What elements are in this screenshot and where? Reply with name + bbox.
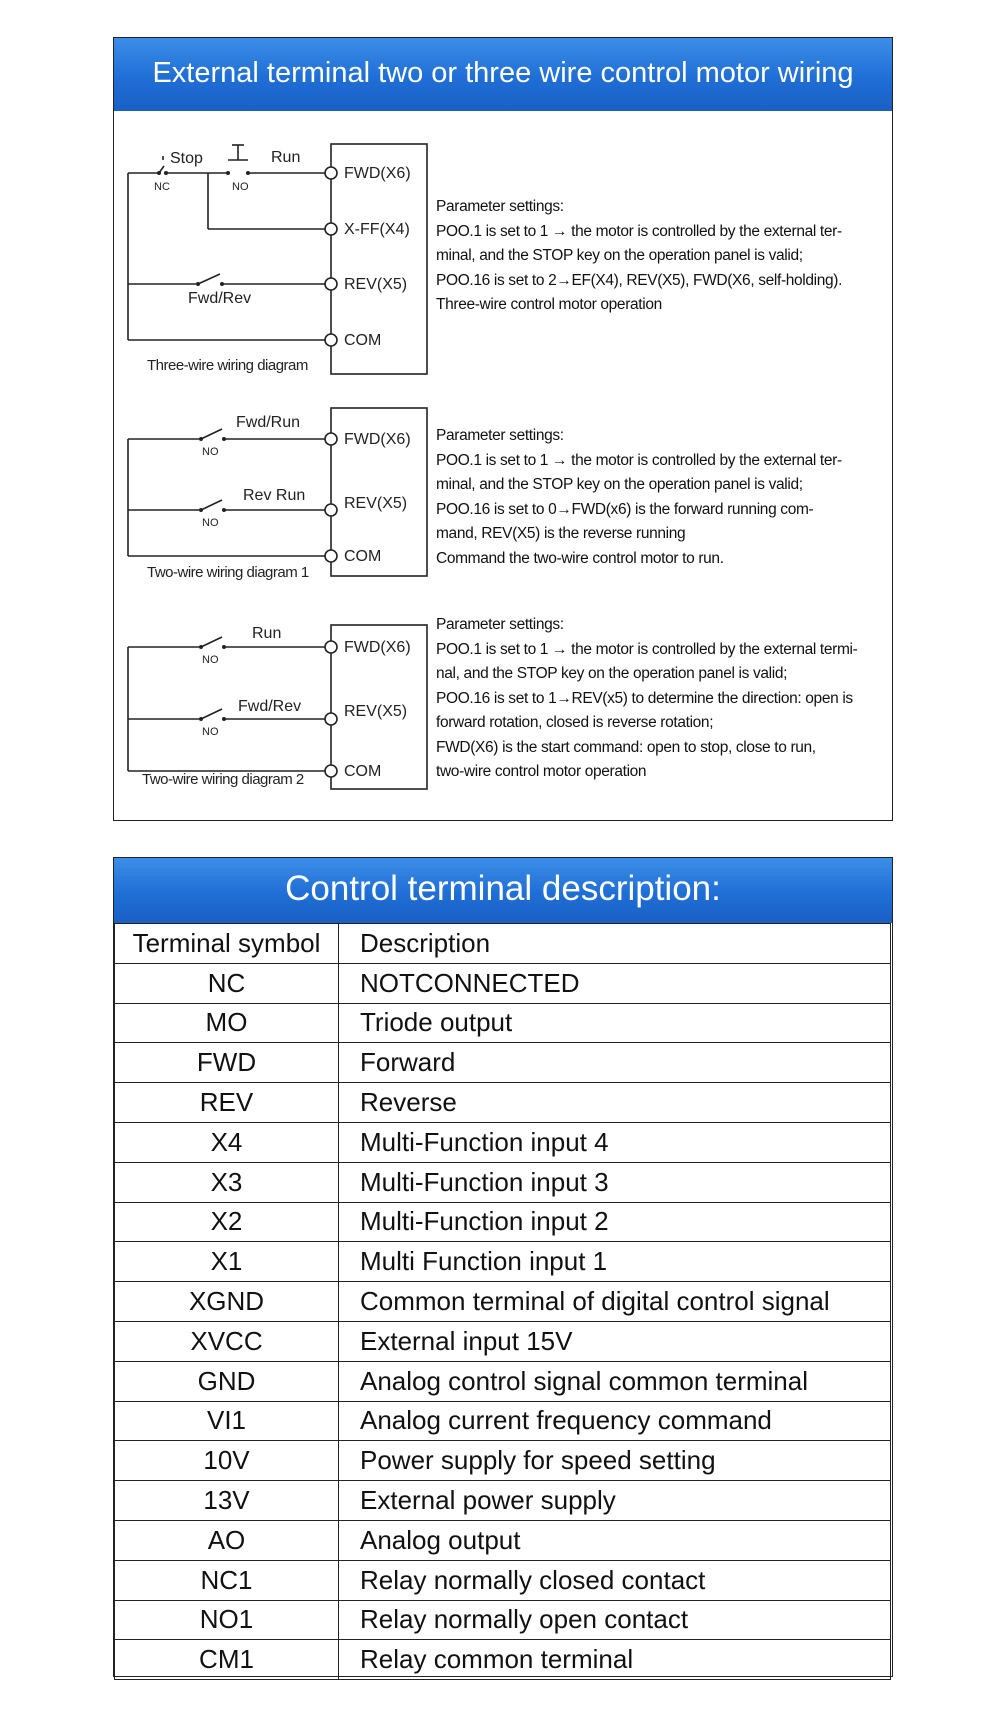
switch-type: NO [232, 181, 249, 193]
param-line: two-wire control motor operation [436, 763, 647, 780]
terminal-symbol-cell: X3 [115, 1162, 339, 1202]
table-row [115, 1640, 891, 1680]
terminal-symbol-cell: X1 [115, 1242, 339, 1282]
table-row [115, 1361, 891, 1401]
param-line: Parameter settings: [436, 427, 564, 444]
terminal-description-cell: Multi-Function input 4 [339, 1122, 891, 1162]
terminal-label: REV(X5) [344, 495, 408, 512]
param-line: POO.16 is set to 2→EF(X4), REV(X5), FWD(X6, self-holding). [436, 271, 843, 289]
param-line: POO.16 is set to 0→FWD(x6) is the forward running com- [436, 500, 814, 518]
terminal-symbol-cell: VI1 [115, 1401, 339, 1441]
terminal-label: REV(X5) [344, 276, 408, 293]
param-line: nal, and the STOP key on the operation panel is valid; [436, 665, 788, 682]
header-description: Description [339, 924, 891, 964]
switch-label: Stop [170, 150, 203, 167]
terminal-description-cell: NOTCONNECTED [339, 963, 891, 1003]
table-row [115, 1242, 891, 1282]
switch-type: NO [202, 446, 219, 458]
terminal-description-cell: External power supply [339, 1481, 891, 1521]
terminal-description-cell: Analog control signal common terminal [339, 1361, 891, 1401]
terminal-symbol-cell: NC1 [115, 1560, 339, 1600]
terminal-table [114, 923, 891, 1680]
terminal-table-body [115, 963, 891, 1679]
terminal-symbol-cell: X4 [115, 1122, 339, 1162]
table-row [115, 1321, 891, 1361]
param-line: mand, REV(X5) is the reverse running [436, 525, 686, 542]
table-row [115, 1003, 891, 1043]
terminal-symbol-cell: MO [115, 1003, 339, 1043]
switch-type: NO [202, 654, 219, 666]
table-row [115, 1202, 891, 1242]
terminal-label: COM [344, 763, 382, 780]
param-line: Parameter settings: [436, 616, 564, 633]
terminal-symbol-cell: XVCC [115, 1321, 339, 1361]
terminal-description-cell: External input 15V [339, 1321, 891, 1361]
terminal-label: FWD(X6) [344, 431, 411, 448]
param-line: POO.1 is set to 1 → the motor is controlled by the external ter- [436, 222, 842, 240]
switch-label: Fwd/Rev [188, 290, 252, 307]
table-row [115, 1520, 891, 1560]
terminal-description-cell: Forward [339, 1043, 891, 1083]
terminal-symbol-cell: REV [115, 1083, 339, 1123]
terminal-description-cell: Relay common terminal [339, 1640, 891, 1680]
terminal-symbol-cell: 10V [115, 1441, 339, 1481]
terminal-label: FWD(X6) [344, 639, 411, 656]
switch-label: Run [271, 149, 301, 166]
rev-run-switch [201, 500, 222, 510]
wiring-title-banner: External terminal two or three wire control motor wiring [114, 38, 892, 111]
terminal-label: X-FF(X4) [344, 221, 410, 238]
param-line: Command the two-wire control motor to run. [436, 549, 724, 567]
terminal-description-cell: Multi Function input 1 [339, 1242, 891, 1282]
switch-label: Run [252, 625, 282, 642]
diagram-caption: Two-wire wiring diagram 1 [147, 564, 309, 581]
three-wire-params [436, 195, 886, 318]
param-line: minal, and the STOP key on the operation panel is valid; [436, 247, 803, 264]
table-row [115, 1600, 891, 1640]
table-header-row [115, 924, 891, 964]
terminal-label: COM [344, 548, 382, 565]
table-row [115, 1481, 891, 1521]
switch-type: NO [202, 517, 219, 529]
diagram-caption: Two-wire wiring diagram 2 [142, 771, 304, 788]
terminal-description-cell: Power supply for speed setting [339, 1441, 891, 1481]
switch-type: NC [154, 181, 170, 193]
terminal-symbol-cell: X2 [115, 1202, 339, 1242]
terminal-description-cell: Common terminal of digital control signal [339, 1282, 891, 1322]
switch-type: NO [202, 726, 219, 738]
run-switch [201, 637, 222, 647]
terminal-label: COM [344, 332, 382, 349]
terminal-panel [113, 857, 893, 1677]
table-row [115, 1282, 891, 1322]
terminal-symbol-cell: AO [115, 1520, 339, 1560]
header-terminal-symbol: Terminal symbol [115, 924, 339, 964]
param-line: forward rotation, closed is reverse rotation; [436, 714, 714, 731]
table-row [115, 1560, 891, 1600]
param-line: POO.1 is set to 1 → the motor is controlled by the external termi- [436, 640, 858, 658]
fwd-rev-switch [198, 274, 220, 284]
switch-label: Fwd/Rev [238, 698, 302, 715]
fwd-run-switch [201, 429, 222, 439]
wiring-panel [113, 37, 893, 821]
terminal-description-cell: Triode output [339, 1003, 891, 1043]
terminal-description-cell: Relay normally open contact [339, 1600, 891, 1640]
param-line: POO.1 is set to 1 → the motor is controlled by the external ter- [436, 451, 842, 469]
table-row [115, 1122, 891, 1162]
table-row [115, 1401, 891, 1441]
terminal-symbol-cell: GND [115, 1361, 339, 1401]
switch-label: Fwd/Run [236, 414, 301, 431]
param-line: minal, and the STOP key on the operation panel is valid; [436, 476, 803, 493]
terminal-symbol-cell: NC [115, 963, 339, 1003]
terminal-symbol-cell: NO1 [115, 1600, 339, 1640]
terminal-symbol-cell: XGND [115, 1282, 339, 1322]
fwd-rev-switch [201, 709, 222, 719]
terminal-symbol-cell: 13V [115, 1481, 339, 1521]
param-line: FWD(X6) is the start command: open to stop, close to run, [436, 738, 816, 756]
diagram-caption: Three-wire wiring diagram [147, 357, 308, 374]
terminal-label: REV(X5) [344, 703, 408, 720]
terminal-description-cell: Analog output [339, 1520, 891, 1560]
param-line: POO.16 is set to 1→REV(x5) to determine the direction: open is [436, 689, 853, 707]
param-line: Three-wire control motor operation [436, 296, 662, 313]
terminal-description-cell: Multi-Function input 3 [339, 1162, 891, 1202]
terminal-description-cell: Multi-Function input 2 [339, 1202, 891, 1242]
terminal-symbol-cell: FWD [115, 1043, 339, 1083]
two-wire-2-params [436, 613, 886, 785]
terminal-symbol-cell: CM1 [115, 1640, 339, 1680]
terminal-title-banner: Control terminal description: [114, 858, 892, 923]
table-row [115, 1162, 891, 1202]
table-row [115, 1441, 891, 1481]
table-row [115, 1043, 891, 1083]
terminal-description-cell: Relay normally closed contact [339, 1560, 891, 1600]
param-line: Parameter settings: [436, 198, 564, 215]
terminal-description-cell: Reverse [339, 1083, 891, 1123]
table-row [115, 1083, 891, 1123]
two-wire-1-params [436, 424, 886, 571]
terminal-description-cell: Analog current frequency command [339, 1401, 891, 1441]
switch-label: Rev Run [243, 487, 306, 504]
table-row [115, 963, 891, 1003]
terminal-label: FWD(X6) [344, 165, 411, 182]
